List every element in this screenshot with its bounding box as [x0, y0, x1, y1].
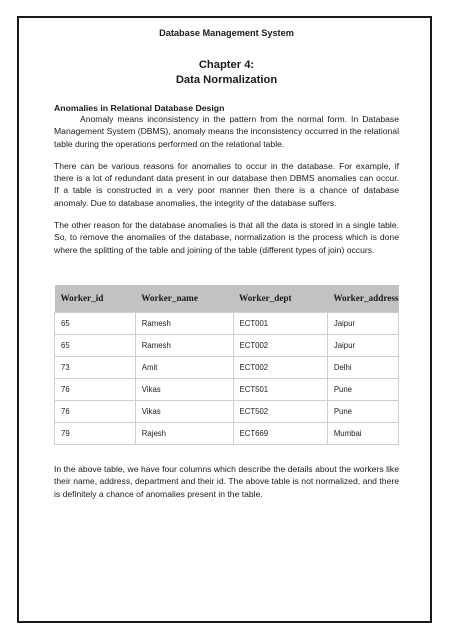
- table-cell: Delhi: [327, 356, 398, 378]
- table-cell: Vikas: [135, 378, 233, 400]
- table-cell: Ramesh: [135, 312, 233, 334]
- table-row: [55, 356, 399, 378]
- table-cell: 73: [55, 356, 136, 378]
- paragraph-4: In the above table, we have four columns which describe the details about the workers like their name, address, department and their id. The above table is not normalized, and there is definitely a chance of anomalies present in the table.: [54, 463, 399, 499]
- chapter-number: Chapter 4:: [198, 59, 255, 71]
- table-cell: 65: [55, 334, 136, 356]
- paragraph-3: The other reason for the database anomalies is that all the data is stored in a single table. So, to remove the anomalies of the database, normalization is the process which is done where the splitting of the table and joining of the table (different types of join) occurs.: [54, 220, 399, 255]
- table-cell: Vikas: [135, 400, 233, 422]
- table-cell: ECT001: [233, 312, 327, 334]
- table-cell: 76: [55, 400, 136, 422]
- table-cell: Jaipur: [327, 334, 398, 356]
- table-row: [55, 378, 399, 400]
- table-row: [55, 312, 399, 334]
- column-header-worker-name: Worker_name: [135, 285, 233, 313]
- table-cell: 79: [55, 422, 136, 444]
- table-cell: Ramesh: [135, 334, 233, 356]
- chapter-name: Data Normalization: [175, 73, 278, 86]
- column-header-worker-address: Worker_address: [327, 285, 398, 313]
- section-heading: Anomalies in Relational Database Design: [54, 103, 225, 113]
- column-header-worker-dept: Worker_dept: [233, 285, 327, 313]
- table-cell: ECT502: [233, 400, 327, 422]
- table-cell: Mumbai: [327, 422, 398, 444]
- column-header-worker-id: Worker_id: [55, 285, 136, 313]
- table-cell: Pune: [327, 400, 398, 422]
- table-cell: 76: [55, 378, 136, 400]
- table-row: [55, 400, 399, 422]
- running-header: Database Management System: [159, 28, 294, 38]
- table-cell: Pune: [327, 378, 398, 400]
- table-cell: 65: [55, 312, 136, 334]
- table-cell: Rajesh: [135, 422, 233, 444]
- table-cell: ECT002: [233, 356, 327, 378]
- paragraph-2: There can be various reasons for anomalies to occur in the database. For example, if there is a lot of redundant data present in our database then DBMS anomalies can occur. If a table is constructed in a very poor manner then there is a chance of database anomaly. Due to database anomalies, the integrity of the database suffers.: [54, 160, 399, 208]
- table-cell: ECT669: [233, 422, 327, 444]
- paragraph-1: Anomaly means inconsistency in the pattern from the normal form. In Database Management System (DBMS), anomaly means the inconsistency occurred in the relational table during the operations performed on the relational table.: [54, 114, 399, 149]
- table-row: [55, 422, 399, 444]
- document-page: [54, 26, 399, 500]
- table-cell: ECT501: [233, 378, 327, 400]
- table-cell: Jaipur: [327, 312, 398, 334]
- table-cell: Amit: [135, 356, 233, 378]
- chapter-title: [54, 58, 399, 87]
- table-header-row: [55, 285, 399, 313]
- table-cell: ECT002: [233, 334, 327, 356]
- table-row: [55, 334, 399, 356]
- worker-table: [54, 285, 399, 445]
